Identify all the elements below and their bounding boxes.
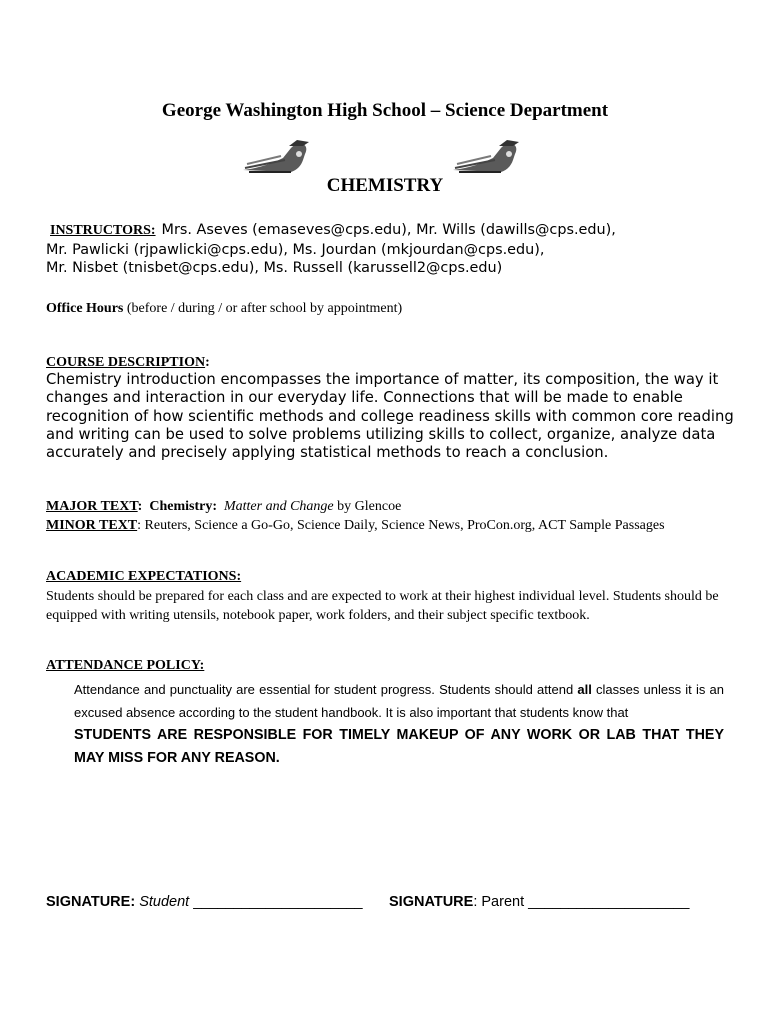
academic-expectations-text: Students should be prepared for each class and are expected to work at their highest individual level. Students should be equipped with writing utensils, notebook paper, work folders, and their subject specific textbook. <box>46 589 719 623</box>
minor-text-list: : Reuters, Science a Go-Go, Science Daily, Science News, ProCon.org, ACT Sample Passages <box>137 518 665 533</box>
student-signature-label: SIGNATURE: <box>46 894 136 910</box>
student-signature <box>46 894 363 910</box>
major-text-colon: : <box>137 499 143 514</box>
attendance-text-bold: all <box>577 682 592 697</box>
attendance-policy-caps: STUDENTS ARE RESPONSIBLE FOR TIMELY MAKEUP OF ANY WORK OR LAB THAT THEY MAY MISS FOR ANY REASON. <box>74 727 724 766</box>
major-book-publisher: by Glencoe <box>337 499 402 514</box>
office-hours-label: Office Hours <box>46 301 124 316</box>
student-signature-role: Student <box>139 894 190 910</box>
attendance-policy-text <box>74 679 724 724</box>
patriot-mascot-icon <box>451 138 527 178</box>
texts-block <box>46 497 665 535</box>
major-book-label: Chemistry: <box>149 499 217 514</box>
instructors-label: INSTRUCTORS: <box>50 223 156 238</box>
office-hours <box>46 301 402 317</box>
patriot-mascot-icon <box>241 138 317 178</box>
parent-signature <box>389 894 689 910</box>
attendance-text-after: classes unless it is an excused absence according to the student handbook. It is also important that students know that <box>74 682 724 720</box>
instructors-line: Mr. Pawlicki (rjpawlicki@cps.edu), Ms. Jourdan (mkjourdan@cps.edu), <box>46 241 545 258</box>
heading-colon: : <box>205 355 210 370</box>
instructors-block <box>46 221 746 278</box>
course-title: CHEMISTRY <box>326 175 444 196</box>
instructors-line: Mrs. Aseves (emaseves@cps.edu), Mr. Wills (dawills@cps.edu), <box>161 222 616 238</box>
parent-signature-label: SIGNATURE <box>389 894 474 910</box>
course-description-heading <box>46 353 210 371</box>
page-title: George Washington High School – Science Department <box>161 100 609 121</box>
academic-expectations-heading: ACADEMIC EXPECTATIONS: <box>46 569 242 584</box>
major-text-label: MAJOR TEXT <box>46 499 138 514</box>
office-hours-text: (before / during / or after school by appointment) <box>126 301 403 316</box>
attendance-policy-heading: ATTENDANCE POLICY: <box>46 658 205 673</box>
parent-signature-role: : Parent <box>473 894 525 910</box>
instructors-line: Mr. Nisbet (tnisbet@cps.edu), Ms. Russell (karussell2@cps.edu) <box>46 260 503 276</box>
minor-text-label: MINOR TEXT <box>46 518 138 533</box>
course-description-text: Chemistry introduction encompasses the importance of matter, its composition, the way it changes and interaction in our everyday life. Connections that will be made to enable recognition of how scientific methods and college readiness skills with common core reading and writing can be used to solve problems utilizing skills to collect, organize, analyze data accurately and precisely applying statistical methods to reach a conclusion. <box>46 371 734 462</box>
parent-signature-line: ____________________ <box>528 894 690 910</box>
major-book-title: Matter and Change <box>223 499 334 514</box>
student-signature-line: _____________________ <box>193 894 363 910</box>
heading-label: COURSE DESCRIPTION <box>46 355 206 370</box>
attendance-text-before: Attendance and punctuality are essential for student progress. Students should attend <box>74 682 574 697</box>
